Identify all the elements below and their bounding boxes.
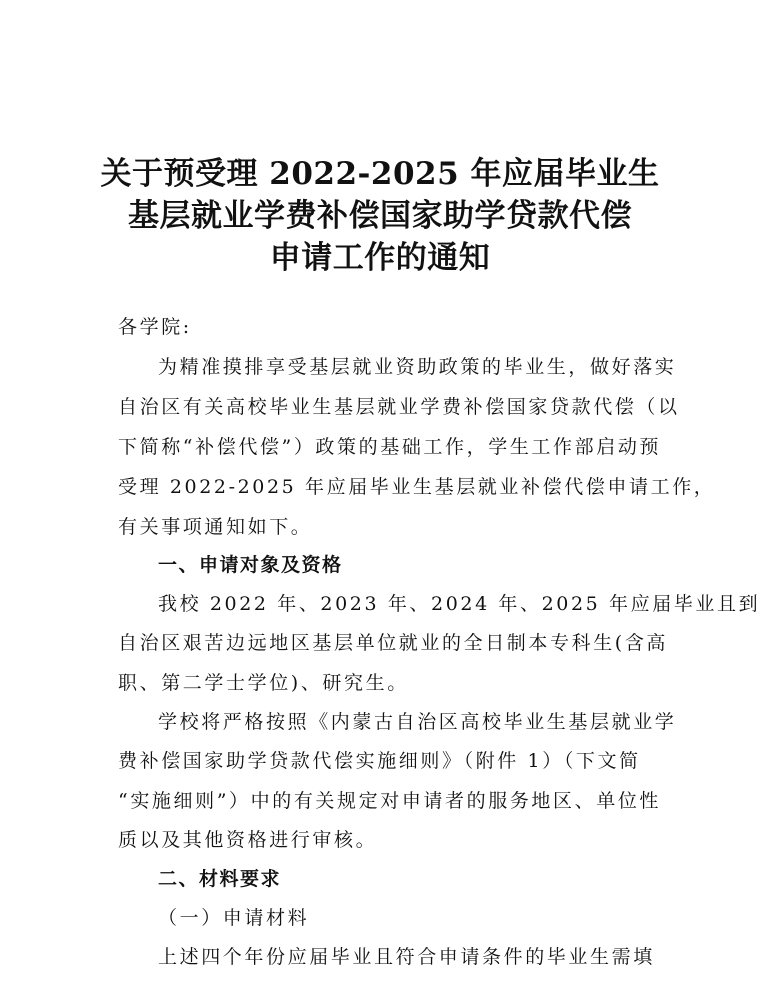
intro-line: 有关事项通知如下。 <box>118 516 313 538</box>
section-2-heading: 二、材料要求 <box>158 868 282 890</box>
section-1-paragraph-2-line: 学校将严格按照《内蒙古自治区高校毕业生基层就业学 <box>158 711 677 733</box>
section-1-paragraph-1-line: 自治区艰苦边远地区基层单位就业的全日制本专科生(含高 <box>118 632 669 654</box>
section-1-paragraph-2-line: “实施细则”）中的有关规定对申请者的服务地区、单位性 <box>118 790 662 812</box>
document-title-line-1: 关于预受理 2022-2025 年应届毕业生 <box>100 156 660 192</box>
section-1-paragraph-2-line: 费补偿国家助学贷款代偿实施细则》（附件 1）（下文简 <box>118 750 641 772</box>
salutation: 各学院: <box>118 316 192 338</box>
section-2-paragraph-line: 上述四个年份应届毕业且符合申请条件的毕业生需填 <box>158 946 655 968</box>
section-2-subheading: （一）申请材料 <box>158 907 310 929</box>
document-title-line-2: 基层就业学费补偿国家助学贷款代偿 <box>128 198 632 234</box>
intro-line: 为精准摸排享受基层就业资助政策的毕业生，做好落实 <box>158 356 677 378</box>
section-1-paragraph-2-line: 质以及其他资格进行审核。 <box>118 829 378 851</box>
section-1-paragraph-1-line: 我校 2022 年、2023 年、2024 年、2025 年应届毕业且到 <box>158 593 760 615</box>
section-1-paragraph-1-line: 职、第二学士学位)、研究生。 <box>118 672 409 694</box>
intro-line: 受理 2022-2025 年应届毕业生基层就业补偿代偿申请工作， <box>118 476 716 498</box>
section-1-heading: 一、申请对象及资格 <box>158 554 343 576</box>
intro-line: 下简称“补偿代偿”）政策的基础工作，学生工作部启动预 <box>118 436 662 458</box>
document-title-line-3: 申请工作的通知 <box>269 240 491 276</box>
intro-line: 自治区有关高校毕业生基层就业学费补偿国家贷款代偿（以 <box>118 396 680 418</box>
